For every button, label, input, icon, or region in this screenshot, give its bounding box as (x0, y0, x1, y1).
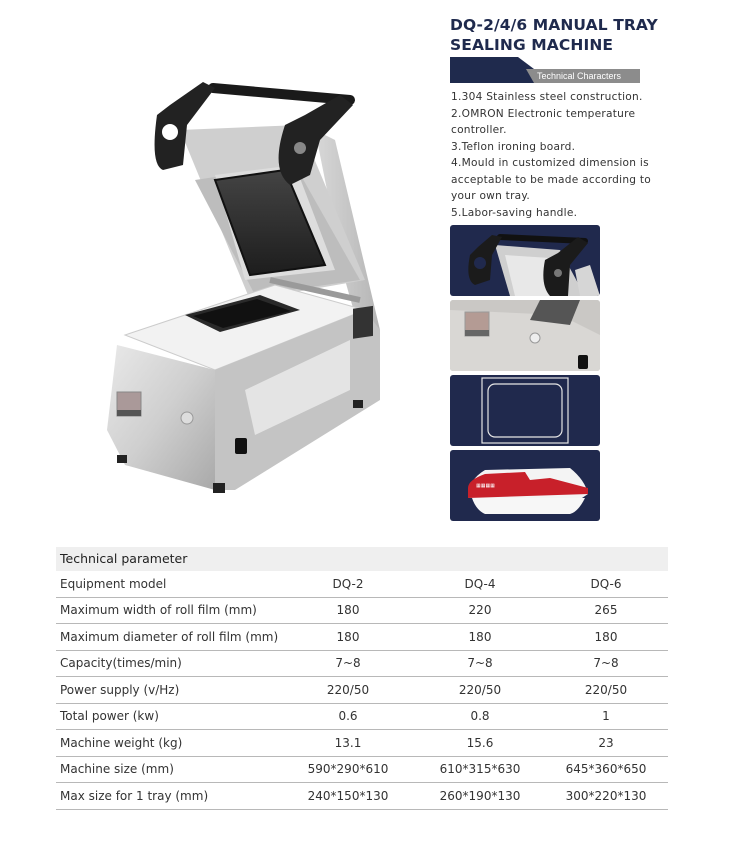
cell-dq2: 220/50 (326, 682, 370, 697)
row-label: Power supply (v/Hz) (60, 682, 180, 697)
row-label: Maximum diameter of roll film (mm) (60, 629, 279, 644)
table-row (56, 783, 668, 810)
table-heading: Technical parameter (56, 547, 668, 571)
cell-dq4: 220 (468, 603, 492, 618)
cell-dq2: 180 (336, 603, 360, 618)
cell-dq6: 220/50 (584, 682, 628, 697)
table-row (56, 624, 668, 651)
cell-dq4: DQ-4 (464, 576, 496, 591)
cell-dq4: 0.8 (470, 709, 490, 724)
cell-dq4: 7~8 (467, 656, 493, 671)
row-label: Equipment model (60, 576, 167, 591)
thumbnail-control-panel-detail (450, 300, 600, 371)
product-title (450, 15, 690, 55)
feature-item: 4.Mould in customized dimension is acceptable to be made according to your own tray. (451, 157, 652, 202)
cell-dq6: 265 (594, 603, 618, 618)
feature-item: 2.OMRON Electronic temperature controller. (451, 107, 636, 136)
table-row (56, 598, 668, 625)
table-row (56, 757, 668, 784)
cell-dq4: 610*315*630 (439, 762, 521, 777)
cell-dq4: 220/50 (458, 682, 502, 697)
feature-item: 3.Teflon ironing board. (451, 140, 576, 153)
cell-dq6: 23 (598, 735, 614, 750)
cell-dq2: DQ-2 (332, 576, 364, 591)
row-label: Total power (kw) (60, 709, 159, 724)
svg-text:▦▦▦▦: ▦▦▦▦ (476, 483, 495, 489)
table-row (56, 677, 668, 704)
thumbnail-sealed-tray-detail (450, 450, 600, 521)
cell-dq4: 15.6 (466, 735, 494, 750)
cell-dq6: 300*220*130 (565, 788, 647, 803)
technical-parameter-table (56, 547, 668, 810)
product-title-line1: DQ-2/4/6 MANUAL TRAY (450, 16, 658, 34)
thumbnail-mould-outline-detail (450, 375, 600, 446)
row-label: Maximum width of roll film (mm) (60, 603, 257, 618)
cell-dq4: 180 (468, 629, 492, 644)
table-row (56, 571, 668, 598)
row-label: Max size for 1 tray (mm) (60, 788, 209, 803)
feature-list (451, 89, 671, 221)
feature-item: 1.304 Stainless steel construction. (451, 91, 643, 103)
table-row (56, 730, 668, 757)
product-title-line2: SEALING MACHINE (450, 36, 614, 54)
row-label: Machine size (mm) (60, 762, 174, 777)
technical-characters-banner (450, 57, 640, 83)
cell-dq2: 7~8 (335, 656, 361, 671)
cell-dq2: 0.6 (338, 709, 358, 724)
cell-dq2: 240*150*130 (307, 788, 389, 803)
banner-label: Technical Characters (537, 71, 622, 81)
cell-dq2: 13.1 (334, 735, 362, 750)
thumbnail-handle-detail (450, 225, 600, 296)
cell-dq6: 180 (594, 629, 618, 644)
feature-item: 5.Labor-saving handle. (451, 206, 578, 219)
cell-dq6: DQ-6 (590, 576, 622, 591)
table-row (56, 704, 668, 731)
cell-dq2: 590*290*610 (307, 762, 389, 777)
cell-dq6: 645*360*650 (565, 762, 647, 777)
row-label: Capacity(times/min) (60, 656, 182, 671)
detail-thumbnails (450, 225, 600, 525)
cell-dq4: 260*190*130 (439, 788, 521, 803)
cell-dq2: 180 (336, 629, 360, 644)
cell-dq6: 7~8 (593, 656, 619, 671)
product-image-tray-sealer (95, 70, 395, 500)
cell-dq6: 1 (602, 709, 610, 724)
row-label: Machine weight (kg) (60, 735, 183, 750)
table-row (56, 651, 668, 678)
